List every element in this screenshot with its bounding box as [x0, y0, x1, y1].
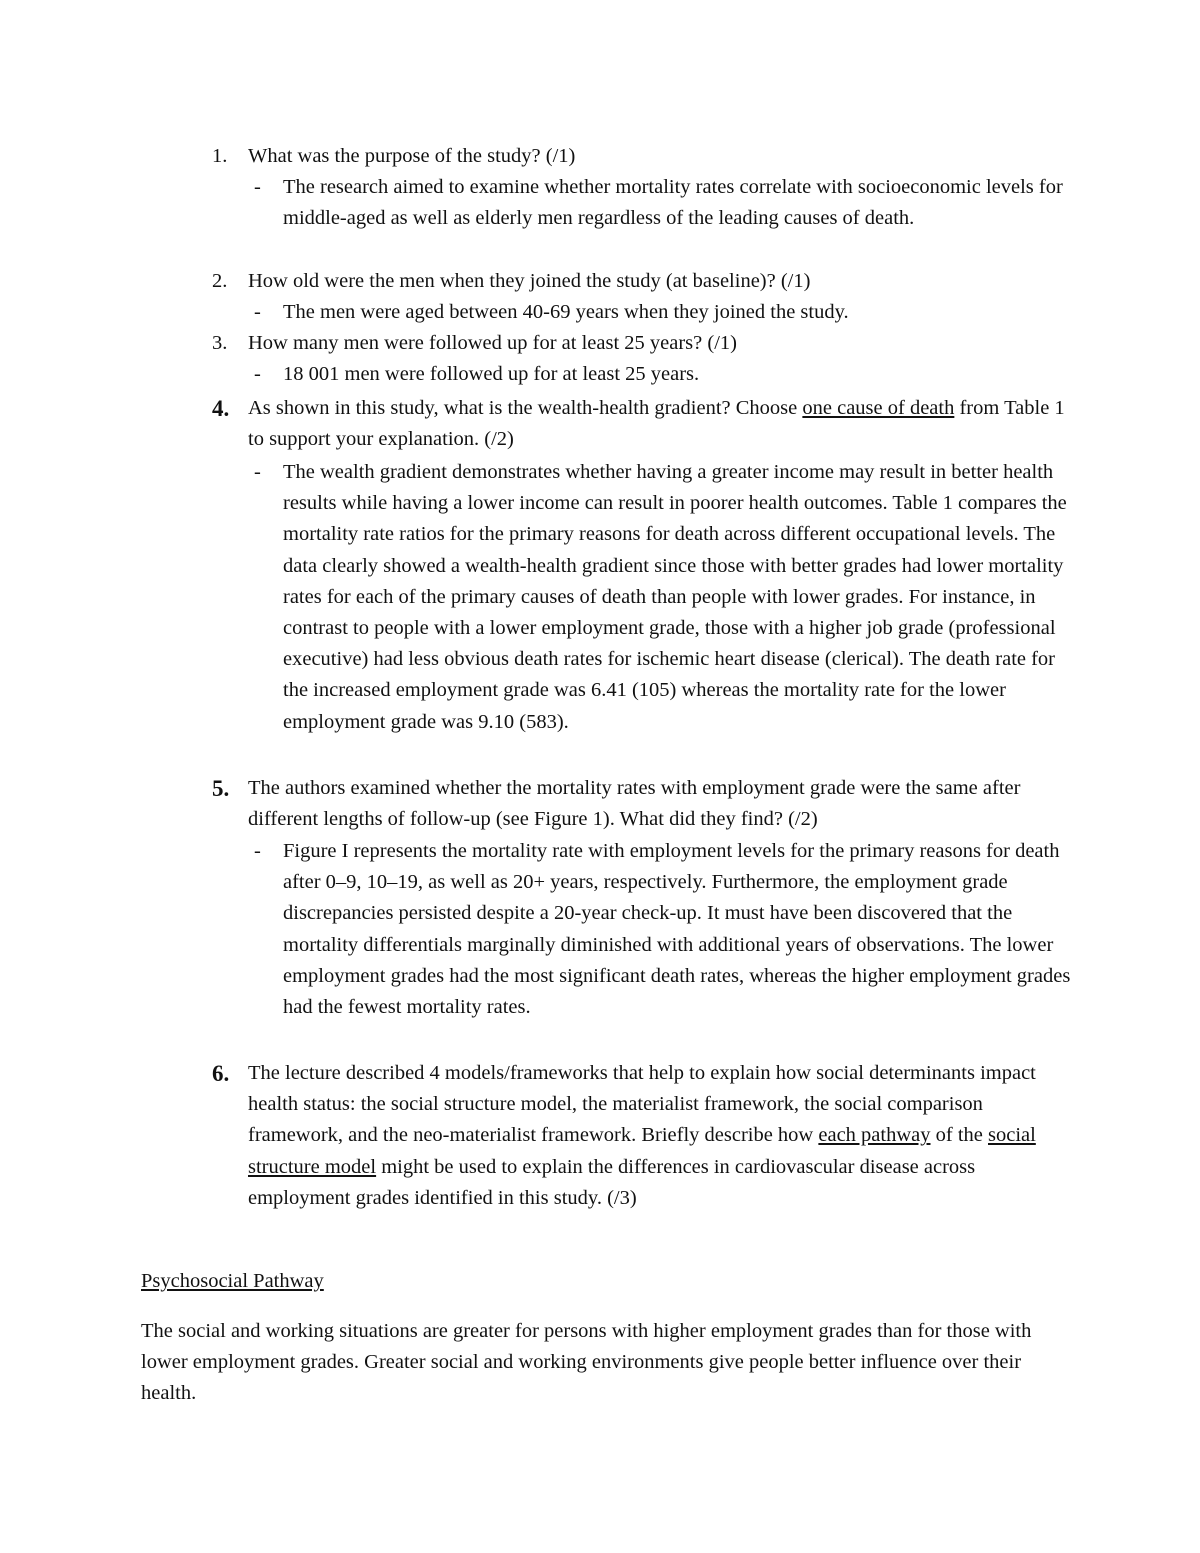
question-text: How many men were followed up for at least 25 years? (/1)	[248, 332, 737, 354]
underlined-phrase: one cause of death	[802, 397, 955, 419]
question-text-middle: of the	[930, 1124, 988, 1147]
bullet-dash: -	[254, 301, 261, 323]
section-heading: Psychosocial Pathway	[141, 1270, 324, 1292]
question-text: What was the purpose of the study? (/1)	[248, 145, 576, 167]
question-number: 3.	[212, 332, 228, 354]
question-number: 6.	[212, 1061, 230, 1086]
answer-text: The wealth gradient demonstrates whether having a greater income may result in better health results while having a lower income can result in poorer health outcomes. Table 1 compares the mortality rate ratios for the primary reasons for death across different occupational levels. The data clearly showed a wealth-health gradient since those with better grades had lower mortality rates for each of the primary causes of death than people with lower grades. For instance, in contrast to people with a lower employment grade, those with a higher job grade (professional executive) had less obvious death rates for ischemic heart disease (clerical). The death rate for the increased employment grade was 6.41 (105) whereas the mortality rate for the lower employment grade was 9.10 (583).	[283, 461, 1067, 733]
bullet-dash: -	[254, 840, 261, 862]
question-text: The authors examined whether the mortality rates with employment grade were the same after different lengths of follow-up (see Figure 1). What did they find? (/2)	[248, 777, 1021, 831]
question-text	[248, 1058, 1068, 1214]
bullet-dash: -	[254, 176, 261, 198]
question-number: 1.	[212, 145, 228, 167]
question-text-start: As shown in this study, what is the wealth-health gradient? Choose	[248, 397, 803, 419]
question-number: 2.	[212, 270, 228, 292]
question-text	[248, 393, 1068, 455]
question-number: 5.	[212, 776, 230, 801]
answer-text: The research aimed to examine whether mortality rates correlate with socioeconomic levels for middle-aged as well as elderly men regardless of the leading causes of death.	[283, 176, 1063, 230]
underlined-phrase: social structure model	[248, 1124, 1036, 1178]
question-text-end: from Table 1 to support your explanation. (/2)	[248, 397, 1065, 451]
answer-text: Figure I represents the mortality rate with employment levels for the primary reasons for death after 0–9, 10–19, as well as 20+ years, respectively. Furthermore, the employment grade discrepancies persisted despite a 20-year check-up. It must have been discovered that the mortality differentials marginally diminished with additional years of observations. The lower employment grades had the most significant death rates, whereas the higher employment grades had the fewest mortality rates.	[283, 840, 1071, 1019]
question-number: 4.	[212, 396, 230, 421]
question-text-start: The lecture described 4 models/frameworks that help to explain how social determinants impact health status: the social structure model, the materialist framework, the social comparison framework, and the neo-materialist framework. Briefly describe how	[248, 1062, 1036, 1147]
question-text-end: might be used to explain the differences in cardiovascular disease across employment grades identified in this study. (/3)	[248, 1155, 976, 1209]
section-paragraph: The social and working situations are greater for persons with higher employment grades than for those with lower employment grades. Greater social and working environments give people better influence over their health.	[141, 1320, 1032, 1405]
bullet-dash: -	[254, 363, 261, 385]
answer-text: 18 001 men were followed up for at least 25 years.	[283, 363, 700, 385]
question-text: How old were the men when they joined the study (at baseline)? (/1)	[248, 270, 811, 292]
underlined-phrase: each pathway	[818, 1124, 931, 1147]
answer-text: The men were aged between 40-69 years when they joined the study.	[283, 301, 849, 323]
bullet-dash: -	[254, 461, 261, 483]
